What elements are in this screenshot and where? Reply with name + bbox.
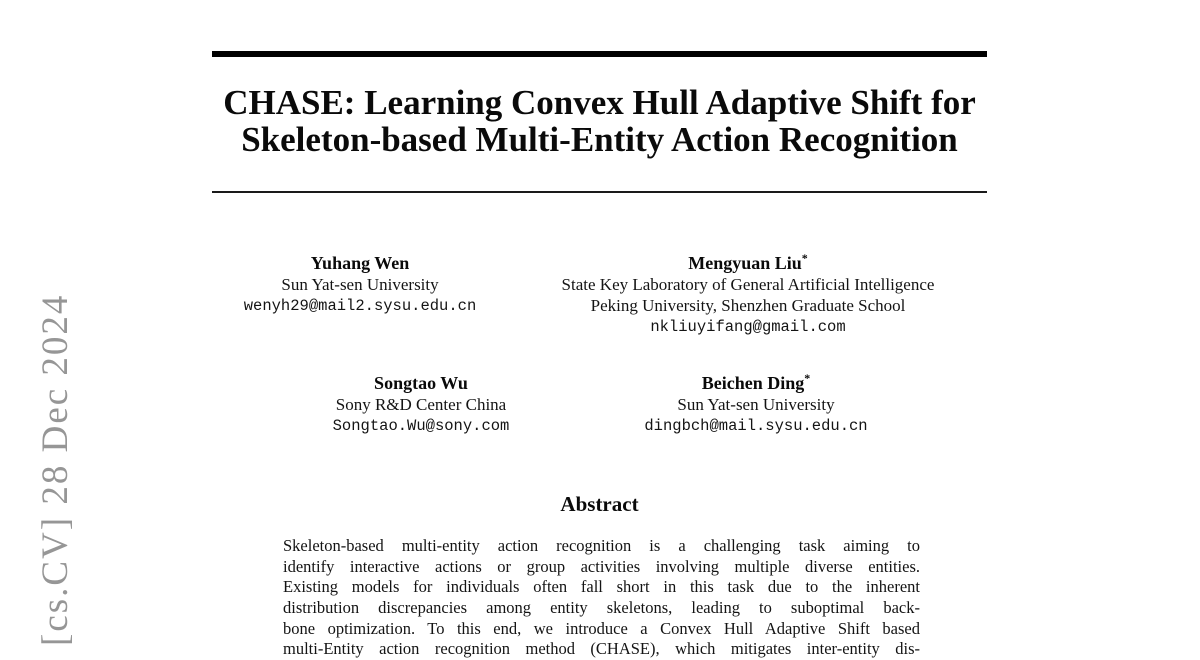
paper-title: [212, 84, 987, 158]
author-footnote-mark: *: [801, 251, 808, 265]
abstract-line: multi-Entity action recognition method (CHASE), which mitigates inter-entity dis-: [283, 639, 920, 659]
abstract-line: distribution discrepancies among entity skeletons, leading to suboptimal back-: [283, 597, 920, 617]
abstract-line: identify interactive actions or group activities involving multiple diverse entities.: [283, 556, 920, 576]
author-block-beichen-ding: [644, 368, 867, 437]
author-affiliation: Sony R&D Center China: [335, 395, 507, 414]
author-footnote-mark: *: [804, 371, 811, 385]
author-email: dingbch@mail.sysu.edu.cn: [644, 417, 868, 435]
author-affiliation: Peking University, Shenzhen Graduate School: [590, 296, 906, 315]
author-email: nkliuyifang@gmail.com: [650, 318, 846, 336]
author-email: wenyh29@mail2.sysu.edu.cn: [243, 297, 477, 315]
author-name: Beichen Ding*: [701, 371, 811, 393]
author-email: Songtao.Wu@sony.com: [332, 417, 510, 435]
author-block-yuhang-wen: [244, 248, 477, 317]
abstract-body: [283, 536, 920, 660]
author-name: Mengyuan Liu*: [688, 251, 808, 273]
paper-title-line1: CHASE: Learning Convex Hull Adaptive Shift for: [223, 83, 976, 122]
author-affiliation: Sun Yat-sen University: [677, 395, 835, 414]
author-name: Songtao Wu: [374, 373, 468, 393]
abstract-line: Skeleton-based multi-entity action recognition is a challenging task aiming to: [283, 536, 920, 555]
author-name: Yuhang Wen: [310, 253, 410, 273]
author-block-songtao-wu: [333, 368, 510, 437]
abstract-line: Existing models for individuals often fall short in this task due to the inherent: [283, 577, 920, 597]
author-affiliation: State Key Laboratory of General Artificial Intelligence: [561, 275, 935, 294]
title-rule-top: [212, 51, 987, 57]
paper-title-line2: Skeleton-based Multi-Entity Action Recognition: [241, 120, 958, 159]
arxiv-watermark: [cs.CV] 28 Dec 2024: [35, 293, 76, 646]
abstract-line: bone optimization. To this end, we introduce a Convex Hull Adaptive Shift based: [283, 618, 920, 638]
author-affiliation: Sun Yat-sen University: [281, 275, 439, 294]
title-rule-bottom: [212, 191, 987, 193]
author-block-mengyuan-liu: [562, 248, 935, 338]
abstract-heading: Abstract: [560, 492, 639, 516]
